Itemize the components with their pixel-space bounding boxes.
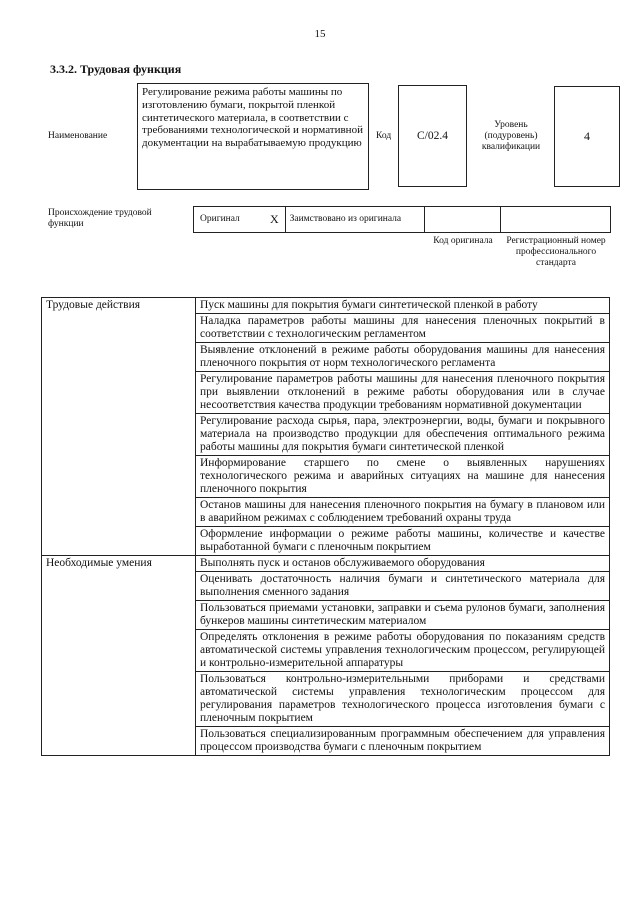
item-cell: Выявление отклонений в режиме работы оборудования машины для нанесения пленочного покрытия от норм технологического регламента bbox=[196, 343, 610, 372]
item-cell: Выполнять пуск и останов обслуживаемого оборудования bbox=[196, 556, 610, 572]
item-cell: Пуск машины для покрытия бумаги синтетической пленкой в работу bbox=[196, 298, 610, 314]
reg-caption: Регистрационный номер профессионального стандарта bbox=[506, 236, 606, 268]
code-caption: Код оригинала bbox=[433, 236, 493, 246]
item-cell: Наладка параметров работы машины для нанесения пленочных покрытий в соответствии с технологическим регламентом bbox=[196, 314, 610, 343]
item-cell: Оценивать достаточность наличия бумаги и синтетического материала для выполнения сменного задания bbox=[196, 572, 610, 601]
level-label: Уровень (подуровень) квалификации bbox=[481, 120, 541, 152]
origin-label: Происхождение трудовой функции bbox=[48, 208, 152, 229]
code-label: Код bbox=[376, 131, 392, 141]
item-cell: Определять отклонения в режиме работы оборудования по показаниям средств автоматической системы управления технологическим процессом, регулирующей и контрольно-измерительной аппаратуры bbox=[196, 630, 610, 672]
reg-number-cell bbox=[501, 207, 610, 232]
item-cell: Оформление информации о режиме работы машины, количестве и качестве выработанной бумаги с пленочным покрытием bbox=[196, 527, 610, 556]
level-value: 4 bbox=[554, 86, 620, 187]
item-cell: Регулирование расхода сырья, пара, электроэнергии, воды, бумаги и покрывного материала на производство продукции для обеспечения оптимального режима работы машины для покрытия бумаги синтетической пленкой bbox=[196, 414, 610, 456]
original-label: Оригинал bbox=[200, 214, 240, 224]
section-heading: 3.3.2. Трудовая функция bbox=[50, 62, 182, 76]
original-mark: X bbox=[269, 212, 279, 226]
category-cell: Необходимые умения bbox=[42, 556, 196, 756]
functions-table bbox=[41, 297, 610, 756]
borrowed-label: Заимствовано из оригинала bbox=[286, 207, 425, 232]
page-number: 15 bbox=[314, 28, 326, 40]
code-value: С/02.4 bbox=[398, 85, 467, 187]
category-cell: Трудовые действия bbox=[42, 298, 196, 556]
item-cell: Останов машины для нанесения пленочного покрытия на бумагу в плановом или в аварийном режимах с соблюдением требований охраны труда bbox=[196, 498, 610, 527]
table-row bbox=[42, 556, 610, 572]
item-cell: Пользоваться контрольно-измерительными приборами и средствами автоматической системы управления технологическим процессом для регулирования параметров технологического процесса изготовления бумаги с пленочным покрытием bbox=[196, 672, 610, 727]
item-cell: Регулирование параметров работы машины для нанесения пленочного покрытия при выявлении отклонений в режиме работы оборудования или в случае несоответствия качества продукции требованиям нормативной документации bbox=[196, 372, 610, 414]
name-label: Наименование bbox=[48, 131, 108, 141]
item-cell: Пользоваться приемами установки, заправки и съема рулонов бумаги, заполнения бункеров машины синтетическим материалом bbox=[196, 601, 610, 630]
item-cell: Пользоваться специализированным программным обеспечением для управления процессом производства бумаги с пленочным покрытием bbox=[196, 727, 610, 756]
origin-row bbox=[193, 206, 611, 233]
table-row bbox=[42, 298, 610, 314]
original-code-cell bbox=[425, 207, 501, 232]
item-cell: Информирование старшего по смене о выявленных нарушениях технологического режима и аварийных ситуациях на машине для нанесения пленочного покрытия bbox=[196, 456, 610, 498]
function-name: Регулирование режима работы машины по изготовлению бумаги, покрытой пленкой синтетического материала, в соответствии с требованиями технологической и нормативной документации на вырабатываемую продукцию bbox=[137, 83, 369, 190]
origin-original-cell bbox=[194, 207, 286, 232]
